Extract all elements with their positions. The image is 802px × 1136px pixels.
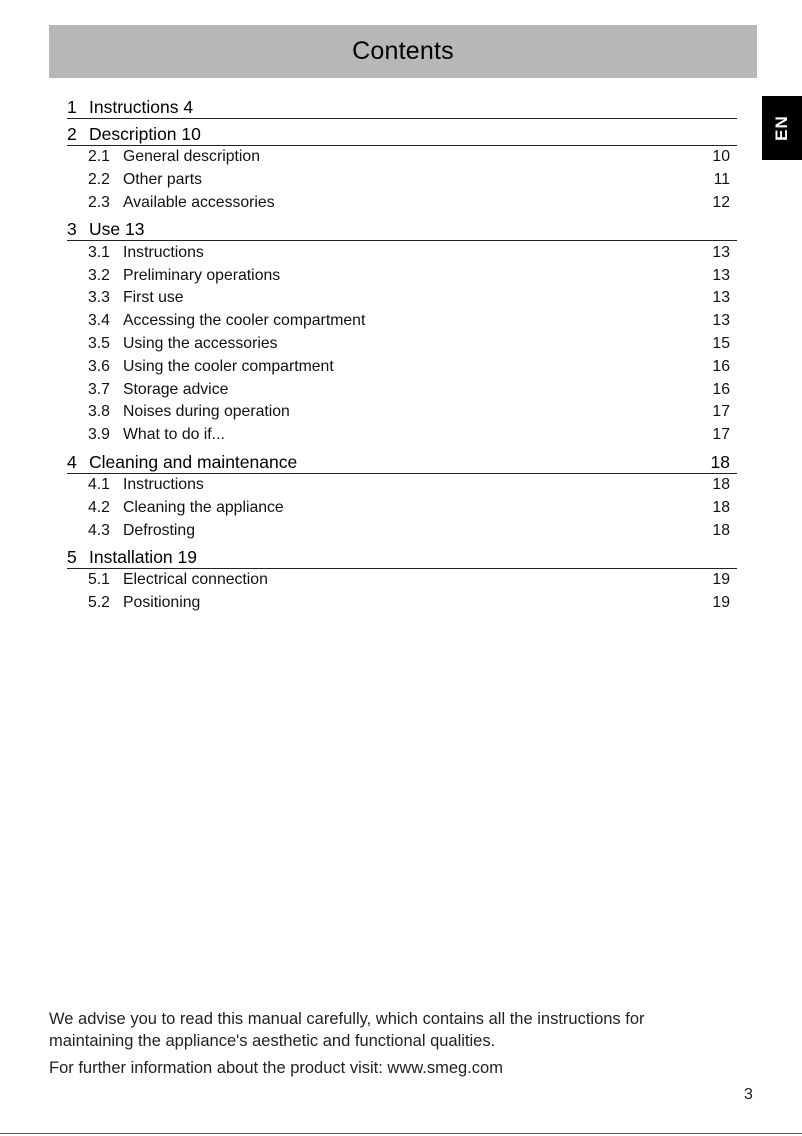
toc-entry-page: 13 bbox=[712, 312, 730, 330]
toc-entry[interactable] bbox=[67, 192, 737, 215]
toc-entry[interactable] bbox=[67, 424, 737, 447]
toc-section bbox=[67, 447, 737, 542]
toc-section-heading[interactable] bbox=[67, 214, 737, 241]
toc-section-title: Instructions 4 bbox=[89, 97, 194, 117]
toc-entry-title: Positioning bbox=[123, 594, 201, 612]
toc-entry-number: 4.2 bbox=[88, 498, 110, 516]
toc-entry[interactable] bbox=[67, 496, 737, 519]
toc-section-number: 5 bbox=[67, 546, 77, 567]
toc-entry-page: 19 bbox=[712, 594, 730, 612]
toc-entry-page: 13 bbox=[712, 266, 730, 284]
toc-section-title: Description 10 bbox=[89, 124, 201, 144]
toc-entry-title: Other parts bbox=[123, 171, 203, 189]
toc-entry-page: 10 bbox=[712, 148, 730, 166]
toc-entry-number: 3.8 bbox=[88, 403, 110, 421]
toc-entry-title: Instructions bbox=[123, 243, 204, 261]
toc-entry-number: 2.3 bbox=[88, 193, 110, 211]
toc-section-number: 1 bbox=[67, 97, 77, 117]
toc-entry-title: What to do if... bbox=[123, 426, 225, 444]
toc-entry-page: 18 bbox=[712, 498, 730, 516]
toc-section bbox=[67, 214, 737, 446]
toc-entry-number: 3.2 bbox=[88, 266, 110, 284]
toc-entry-page: 18 bbox=[712, 521, 730, 539]
toc-entry-number: 3.3 bbox=[88, 289, 110, 307]
table-of-contents bbox=[67, 92, 737, 615]
toc-section-number: 2 bbox=[67, 124, 77, 144]
toc-entry-title: Noises during operation bbox=[123, 403, 290, 421]
advice-line-1: We advise you to read this manual carefully, which contains all the instructions for bbox=[49, 1010, 645, 1028]
toc-entry-title: Storage advice bbox=[123, 380, 229, 398]
toc-entry-title: Instructions bbox=[123, 475, 204, 493]
toc-entry[interactable] bbox=[67, 333, 737, 356]
toc-entry[interactable] bbox=[67, 264, 737, 287]
toc-entry-page: 11 bbox=[713, 171, 730, 189]
toc-entry[interactable] bbox=[67, 287, 737, 310]
toc-entry-page: 12 bbox=[712, 193, 730, 211]
toc-entry-number: 3.9 bbox=[88, 426, 110, 444]
toc-entry-number: 5.2 bbox=[88, 594, 110, 612]
toc-section-title: Installation 19 bbox=[89, 546, 197, 567]
toc-entry-page: 13 bbox=[712, 243, 730, 261]
toc-section-heading[interactable] bbox=[67, 542, 737, 569]
toc-section-number: 3 bbox=[67, 219, 77, 240]
toc-section-title: Cleaning and maintenance bbox=[89, 451, 298, 472]
toc-entry[interactable] bbox=[67, 241, 737, 264]
toc-entry-page: 17 bbox=[712, 403, 730, 421]
language-tab bbox=[762, 96, 802, 160]
toc-entry-title: Using the cooler compartment bbox=[123, 357, 334, 375]
toc-entry-title: First use bbox=[123, 289, 184, 307]
toc-entry[interactable] bbox=[67, 592, 737, 615]
toc-entry-number: 4.3 bbox=[88, 521, 110, 539]
toc-section bbox=[67, 119, 737, 214]
website-note: For further information about the product visit: www.smeg.com bbox=[49, 1059, 503, 1077]
toc-entry-title: Available accessories bbox=[123, 193, 275, 211]
toc-entry-title: Cleaning the appliance bbox=[123, 498, 284, 516]
toc-entry-page: 16 bbox=[712, 357, 730, 375]
contents-header bbox=[49, 25, 757, 78]
toc-entry-page: 15 bbox=[712, 334, 730, 352]
footer-note bbox=[49, 1008, 749, 1079]
toc-entry-page: 16 bbox=[712, 380, 730, 398]
toc-entry-title: Defrosting bbox=[123, 521, 195, 539]
toc-entry[interactable] bbox=[67, 378, 737, 401]
toc-section-page: 18 bbox=[710, 451, 730, 472]
toc-entry-page: 13 bbox=[712, 289, 730, 307]
toc-entry-number: 2.1 bbox=[88, 148, 110, 166]
toc-entry-title: Using the accessories bbox=[123, 334, 278, 352]
toc-entry-title: Preliminary operations bbox=[123, 266, 281, 284]
toc-entry[interactable] bbox=[67, 569, 737, 592]
toc-entry-page: 19 bbox=[712, 571, 730, 589]
toc-entry-title: Accessing the cooler compartment bbox=[123, 312, 366, 330]
toc-section-heading[interactable] bbox=[67, 119, 737, 146]
toc-entry[interactable] bbox=[67, 355, 737, 378]
toc-section bbox=[67, 542, 737, 615]
toc-entry-page: 18 bbox=[712, 475, 730, 493]
page-title: Contents bbox=[352, 37, 454, 65]
toc-entry-title: General description bbox=[123, 148, 260, 166]
toc-entry[interactable] bbox=[67, 401, 737, 424]
bottom-divider bbox=[0, 1133, 802, 1134]
toc-entry-title: Electrical connection bbox=[123, 571, 268, 589]
toc-section bbox=[67, 92, 737, 119]
toc-entry-number: 2.2 bbox=[88, 171, 110, 189]
page-number: 3 bbox=[744, 1086, 753, 1103]
toc-entry-number: 3.7 bbox=[88, 380, 110, 398]
toc-entry-number: 3.6 bbox=[88, 357, 110, 375]
toc-entry-number: 5.1 bbox=[88, 571, 110, 589]
toc-entry[interactable] bbox=[67, 146, 737, 169]
toc-entry[interactable] bbox=[67, 169, 737, 192]
toc-entry-number: 3.5 bbox=[88, 334, 110, 352]
toc-section-title: Use 13 bbox=[89, 219, 145, 240]
toc-entry-number: 3.4 bbox=[88, 312, 110, 330]
toc-entry[interactable] bbox=[67, 474, 737, 497]
toc-entry-number: 3.1 bbox=[88, 243, 110, 261]
toc-entry-number: 4.1 bbox=[88, 475, 110, 493]
toc-entry-page: 17 bbox=[712, 426, 730, 444]
toc-section-heading[interactable] bbox=[67, 92, 737, 119]
toc-section-heading[interactable] bbox=[67, 447, 737, 474]
language-label: EN bbox=[772, 115, 791, 141]
toc-entry[interactable] bbox=[67, 519, 737, 542]
toc-entry[interactable] bbox=[67, 310, 737, 333]
advice-line-2: maintaining the appliance's aesthetic and functional qualities. bbox=[49, 1032, 496, 1050]
toc-section-number: 4 bbox=[67, 451, 77, 472]
